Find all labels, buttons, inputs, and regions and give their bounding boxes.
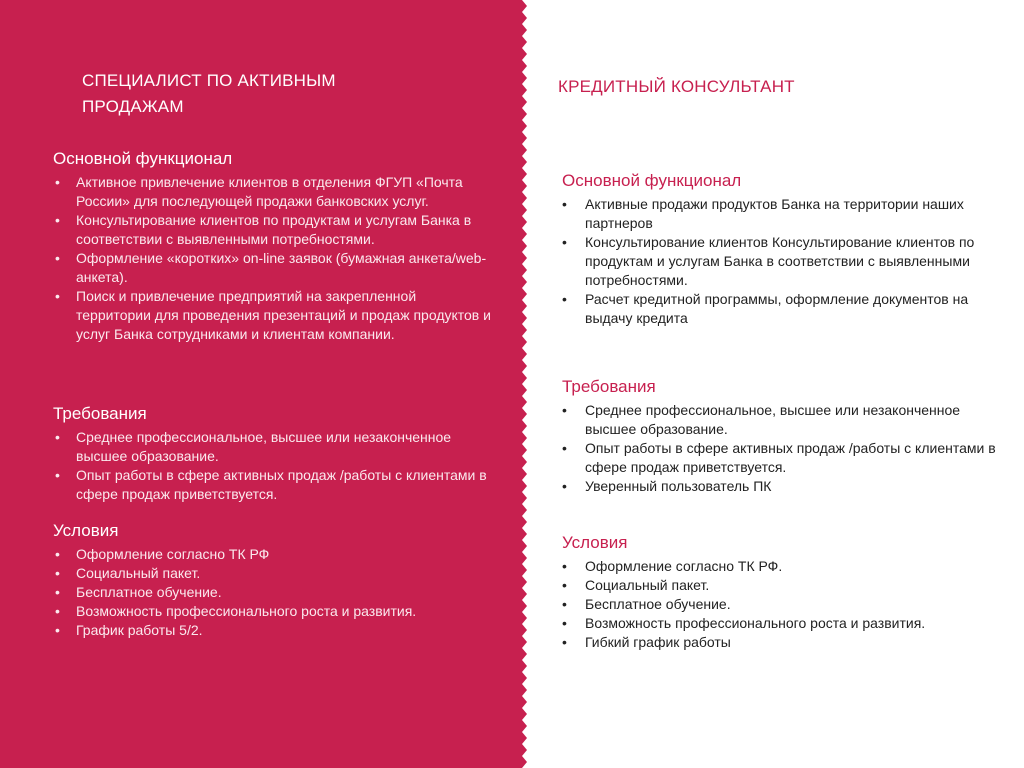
- list-item-text: Среднее профессиональное, высшее или незаконченное высшее образование.: [585, 402, 961, 437]
- list-item-text: Оформление «коротких» on-line заявок (бумажная анкета/web-анкета).: [76, 250, 487, 285]
- right-conditions-title: Условия: [562, 533, 628, 552]
- list-item: [562, 576, 1002, 595]
- list-item-text: Гибкий график работы: [585, 634, 731, 650]
- right-title: КРЕДИТНЫЙ КОНСУЛЬТАНТ: [558, 77, 795, 96]
- list-item-text: Бесплатное обучение.: [76, 584, 222, 600]
- list-item-text: Активные продажи продуктов Банка на территории наших партнеров: [585, 196, 964, 231]
- bullet-icon: •: [55, 174, 60, 190]
- bullet-icon: •: [562, 234, 567, 250]
- list-item: [53, 583, 493, 602]
- list-item: [53, 287, 493, 344]
- right-requirements-title: Требования: [562, 377, 656, 396]
- list-item: [562, 595, 1002, 614]
- list-item-text: Активное привлечение клиентов в отделения ФГУП «Почта России» для последующей продажи банковских услуг.: [76, 174, 463, 209]
- list-item: [562, 233, 1002, 290]
- list-item: [53, 621, 493, 640]
- left-functions-title: Основной функционал: [53, 149, 233, 168]
- bullet-icon: •: [55, 622, 60, 638]
- bullet-icon: •: [55, 429, 60, 445]
- left-requirements-title: Требования: [53, 404, 147, 423]
- list-item-text: График работы 5/2.: [76, 622, 203, 638]
- list-item: [53, 173, 493, 211]
- list-item: [562, 439, 1002, 477]
- bullet-icon: •: [562, 596, 567, 612]
- list-item: [562, 195, 1002, 233]
- right-functions-title: Основной функционал: [562, 171, 742, 190]
- list-item: [53, 602, 493, 621]
- left-title-line-2: ПРОДАЖАМ: [82, 97, 184, 116]
- list-item: [562, 401, 1002, 439]
- list-item: [562, 633, 1002, 652]
- right-requirements-section: [562, 376, 1002, 496]
- list-item-text: Опыт работы в сфере активных продаж /работы с клиентами в сфере продаж приветствуется.: [76, 467, 487, 502]
- left-title-line-1: СПЕЦИАЛИСТ ПО АКТИВНЫМ: [82, 71, 336, 90]
- left-requirements-list: [53, 428, 493, 504]
- right-conditions-list: [562, 557, 1002, 652]
- bullet-icon: •: [55, 584, 60, 600]
- list-item: [562, 290, 1002, 328]
- list-item-text: Социальный пакет.: [585, 577, 710, 593]
- right-functions-section: [562, 170, 1002, 328]
- list-item: [53, 466, 493, 504]
- bullet-icon: •: [562, 196, 567, 212]
- bullet-icon: •: [55, 565, 60, 581]
- list-item-text: Возможность профессионального роста и развития.: [585, 615, 926, 631]
- bullet-icon: •: [55, 467, 60, 483]
- bullet-icon: •: [562, 634, 567, 650]
- bullet-icon: •: [55, 603, 60, 619]
- right-functions-list: [562, 195, 1002, 328]
- left-conditions-section: [53, 520, 493, 640]
- list-item-text: Социальный пакет.: [76, 565, 201, 581]
- bullet-icon: •: [55, 250, 60, 266]
- bullet-icon: •: [562, 558, 567, 574]
- list-item-text: Среднее профессиональное, высшее или незаконченное высшее образование.: [76, 429, 452, 464]
- list-item-text: Поиск и привлечение предприятий на закрепленной территории для проведения презентаций и продаж продуктов и услуг Банка сотрудниками и клиентам компании.: [76, 288, 491, 342]
- list-item-text: Возможность профессионального роста и развития.: [76, 603, 417, 619]
- list-item-text: Бесплатное обучение.: [585, 596, 731, 612]
- list-item: [53, 564, 493, 583]
- list-item: [53, 249, 493, 287]
- left-conditions-title: Условия: [53, 521, 119, 540]
- list-item-text: Уверенный пользователь ПК: [585, 478, 772, 494]
- left-title: [82, 68, 442, 120]
- right-requirements-list: [562, 401, 1002, 496]
- list-item-text: Расчет кредитной программы, оформление документов на выдачу кредита: [585, 291, 969, 326]
- list-item: [562, 477, 1002, 496]
- right-conditions-section: [562, 532, 1002, 652]
- left-requirements-section: [53, 403, 493, 504]
- bullet-icon: •: [562, 291, 567, 307]
- right-panel: [530, 0, 1024, 768]
- list-item-text: Оформление согласно ТК РФ.: [585, 558, 783, 574]
- list-item: [53, 545, 493, 564]
- bullet-icon: •: [562, 402, 567, 418]
- list-item-text: Опыт работы в сфере активных продаж /работы с клиентами в сфере продаж приветствуется.: [585, 440, 996, 475]
- torn-paper-edge: [514, 0, 530, 768]
- list-item-text: Оформление согласно ТК РФ: [76, 546, 270, 562]
- list-item-text: Консультирование клиентов по продуктам и услугам Банка в соответствии с выявленными потребностями.: [76, 212, 472, 247]
- bullet-icon: •: [562, 577, 567, 593]
- bullet-icon: •: [562, 615, 567, 631]
- list-item-text: Консультирование клиентов Консультирование клиентов по продуктам и услугам Банка в соответствии с выявленными потребностями.: [585, 234, 975, 288]
- bullet-icon: •: [562, 440, 567, 456]
- bullet-icon: •: [55, 546, 60, 562]
- list-item: [53, 211, 493, 249]
- left-conditions-list: [53, 545, 493, 640]
- bullet-icon: •: [55, 212, 60, 228]
- bullet-icon: •: [55, 288, 60, 304]
- list-item: [53, 428, 493, 466]
- list-item: [562, 557, 1002, 576]
- list-item: [562, 614, 1002, 633]
- left-functions-section: [53, 148, 493, 344]
- left-functions-list: [53, 173, 493, 344]
- bullet-icon: •: [562, 478, 567, 494]
